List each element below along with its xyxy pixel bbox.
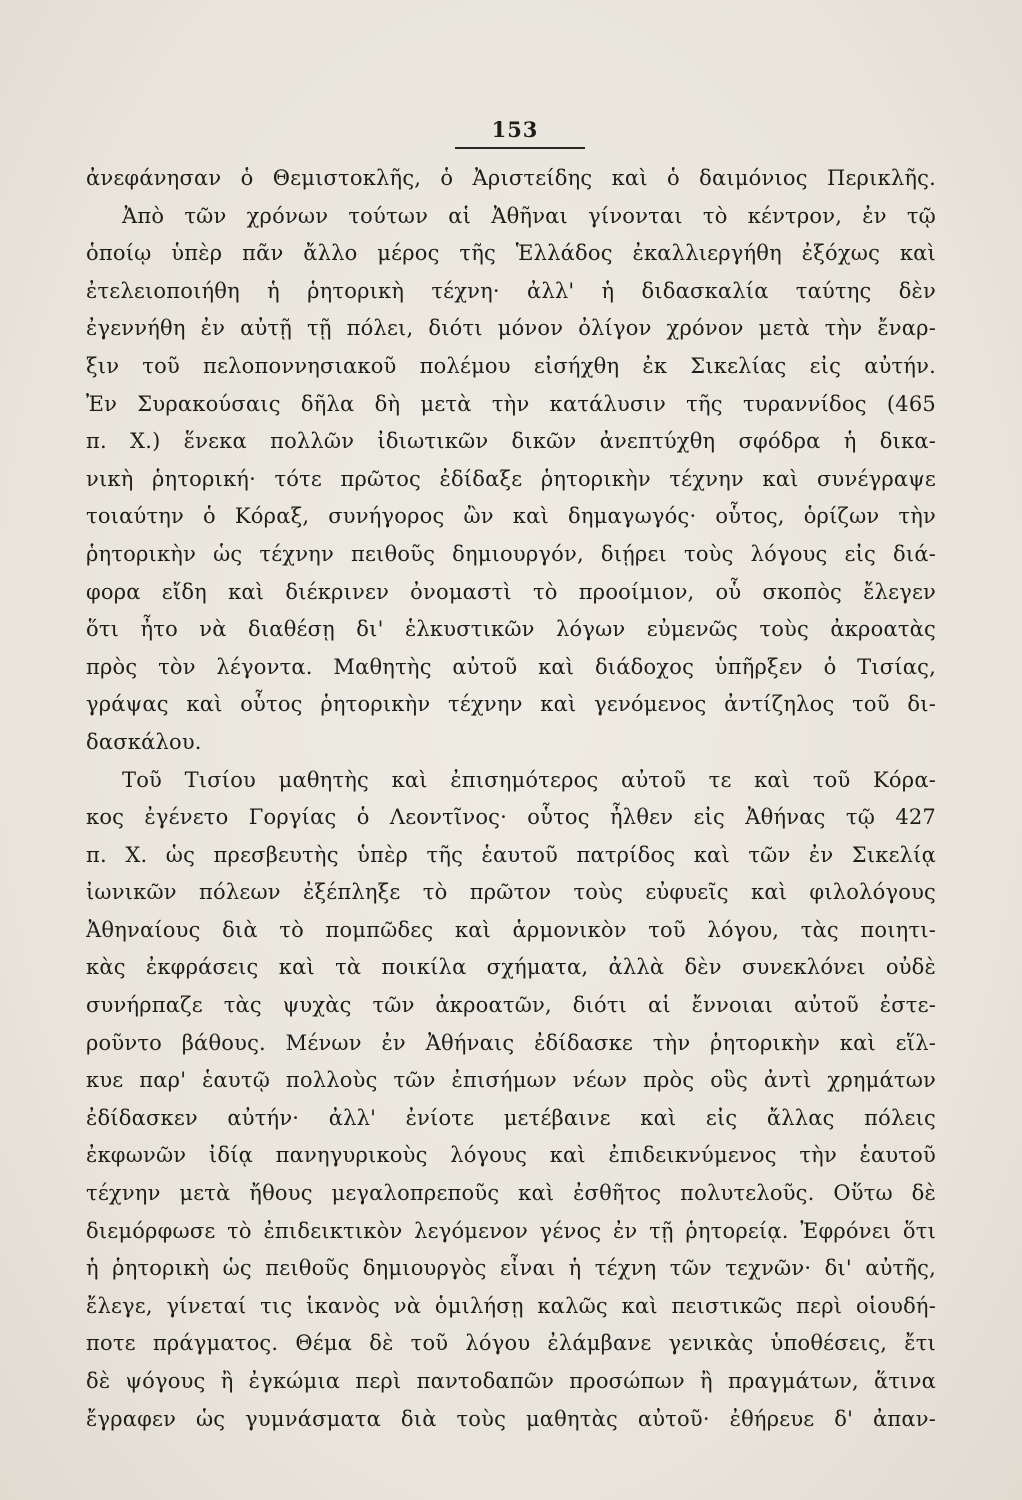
text-line: Τοῦ Τισίου μαθητὴς καὶ ἐπισημότερος αὐτοῦ τε καὶ τοῦ Κόρα- [122, 767, 936, 792]
text-line: ὅτι ἦτο νὰ διαθέσῃ δι' ἑλκυστικῶν λόγων εὐμενῶς τοὺς ἀκροατὰς [86, 617, 936, 642]
text-line: Ἐν Συρακούσαις δῆλα δὴ μετὰ τὴν κατάλυσιν τῆς τυραννίδος (465 [86, 391, 936, 416]
text-line: π. Χ.) ἕνεκα πολλῶν ἰδιωτικῶν δικῶν ἀνεπτύχθη σφόδρα ἡ δικα- [86, 429, 936, 454]
text-line: Ἀπὸ τῶν χρόνων τούτων αἱ Ἀθῆναι γίνονται τὸ κέντρον, ἐν τῷ [122, 203, 936, 228]
text-line: ἐτελειοποιήθη ἡ ῥητορικὴ τέχνη· ἀλλ' ἡ διδασκαλία ταύτης δὲν [86, 278, 936, 303]
text-line: ξιν τοῦ πελοποννησιακοῦ πολέμου εἰσήχθη ἐκ Σικελίας εἰς αὐτήν. [86, 353, 936, 378]
body-text [86, 160, 936, 1438]
text-line: ῥητορικὴν ὡς τέχνην πειθοῦς δημιουργόν, διῄρει τοὺς λόγους εἰς διά- [86, 541, 936, 566]
text-line: ἔγραφεν ὡς γυμνάσματα διὰ τοὺς μαθητὰς αὐτοῦ· ἐθήρευε δ' ἀπαν- [86, 1406, 936, 1431]
text-line: ἔλεγε, γίνεταί τις ἱκανὸς νὰ ὁμιλήσῃ καλῶς καὶ πειστικῶς περὶ οἱουδή- [86, 1293, 936, 1318]
text-line: τέχνην μετὰ ἤθους μεγαλοπρεποῦς καὶ ἐσθῆτος πολυτελοῦς. Οὕτω δὲ [86, 1181, 936, 1206]
header-rule [455, 147, 585, 149]
text-line: πρὸς τὸν λέγοντα. Μαθητὴς αὐτοῦ καὶ διάδοχος ὑπῆρξεν ὁ Τισίας, [86, 654, 936, 679]
text-line: Ἀθηναίους διὰ τὸ πομπῶδες καὶ ἁρμονικὸν τοῦ λόγου, τὰς ποιητι- [86, 917, 936, 942]
text-line: ἐγεννήθη ἐν αὐτῇ τῇ πόλει, διότι μόνον ὀλίγον χρόνον μετὰ τὴν ἔναρ- [86, 316, 936, 341]
page-number: 153 [491, 117, 539, 142]
text-line: ἐδίδασκεν αὐτήν· ἀλλ' ἐνίοτε μετέβαινε καὶ εἰς ἄλλας πόλεις [86, 1105, 936, 1130]
text-line: ἡ ῥητορικὴ ὡς πειθοῦς δημιουργὸς εἶναι ἡ τέχνη τῶν τεχνῶν· δι' αὐτῆς, [86, 1256, 936, 1281]
text-line: ἐκφωνῶν ἰδίᾳ πανηγυρικοὺς λόγους καὶ ἐπιδεικνύμενος τὴν ἑαυτοῦ [86, 1143, 936, 1168]
text-line: κὰς ἐκφράσεις καὶ τὰ ποικίλα σχήματα, ἀλλὰ δὲν συνεκλόνει οὐδὲ [86, 955, 936, 980]
text-line: κυε παρ' ἑαυτῷ πολλοὺς τῶν ἐπισήμων νέων πρὸς οὓς ἀντὶ χρημάτων [86, 1068, 936, 1093]
text-line: ροῦντο βάθους. Μένων ἐν Ἀθήναις ἐδίδασκε τὴν ῥητορικὴν καὶ εἵλ- [86, 1030, 936, 1055]
text-line: ποτε πράγματος. Θέμα δὲ τοῦ λόγου ἐλάμβανε γενικὰς ὑποθέσεις, ἔτι [86, 1331, 936, 1356]
text-line: δασκάλου. [86, 729, 202, 754]
text-line: φορα εἴδη καὶ διέκρινεν ὀνομαστὶ τὸ προοίμιον, οὗ σκοπὸς ἔλεγεν [86, 579, 936, 604]
text-line: τοιαύτην ὁ Κόραξ, συνήγορος ὢν καὶ δημαγωγός· οὗτος, ὁρίζων τὴν [86, 504, 936, 529]
text-line: κος ἐγένετο Γοργίας ὁ Λεοντῖνος· οὗτος ἦλθεν εἰς Ἀθήνας τῷ 427 [86, 805, 936, 830]
text-line: ἰωνικῶν πόλεων ἐξέπληξε τὸ πρῶτον τοὺς εὐφυεῖς καὶ φιλολόγους [86, 880, 936, 905]
text-line: ἀνεφάνησαν ὁ Θεμιστοκλῆς, ὁ Ἀριστείδης καὶ ὁ δαιμόνιος Περικλῆς. [86, 166, 936, 190]
text-line: π. Χ. ὡς πρεσβευτὴς ὑπὲρ τῆς ἑαυτοῦ πατρίδος καὶ τῶν ἐν Σικελίᾳ [86, 842, 936, 867]
text-line: συνήρπαζε τὰς ψυχὰς τῶν ἀκροατῶν, διότι αἱ ἔννοιαι αὐτοῦ ἐστε- [86, 993, 936, 1018]
text-line: γράψας καὶ οὗτος ῥητορικὴν τέχνην καὶ γενόμενος ἀντίζηλος τοῦ δι- [86, 692, 936, 717]
text-line: διεμόρφωσε τὸ ἐπιδεικτικὸν λεγόμενον γένος ἐν τῇ ῥητορείᾳ. Ἐφρόνει ὅτι [86, 1218, 936, 1243]
text-line: ὁποίῳ ὑπὲρ πᾶν ἄλλο μέρος τῆς Ἑλλάδος ἐκαλλιεργήθη ἐξόχως καὶ [86, 241, 936, 266]
text-line: δὲ ψόγους ἢ ἐγκώμια περὶ παντοδαπῶν προσώπων ἢ πραγμάτων, ἅτινα [86, 1369, 936, 1393]
text-line: νικὴ ῥητορική· τότε πρῶτος ἐδίδαξε ῥητορικὴν τέχνην καὶ συνέγραψε [86, 466, 936, 491]
